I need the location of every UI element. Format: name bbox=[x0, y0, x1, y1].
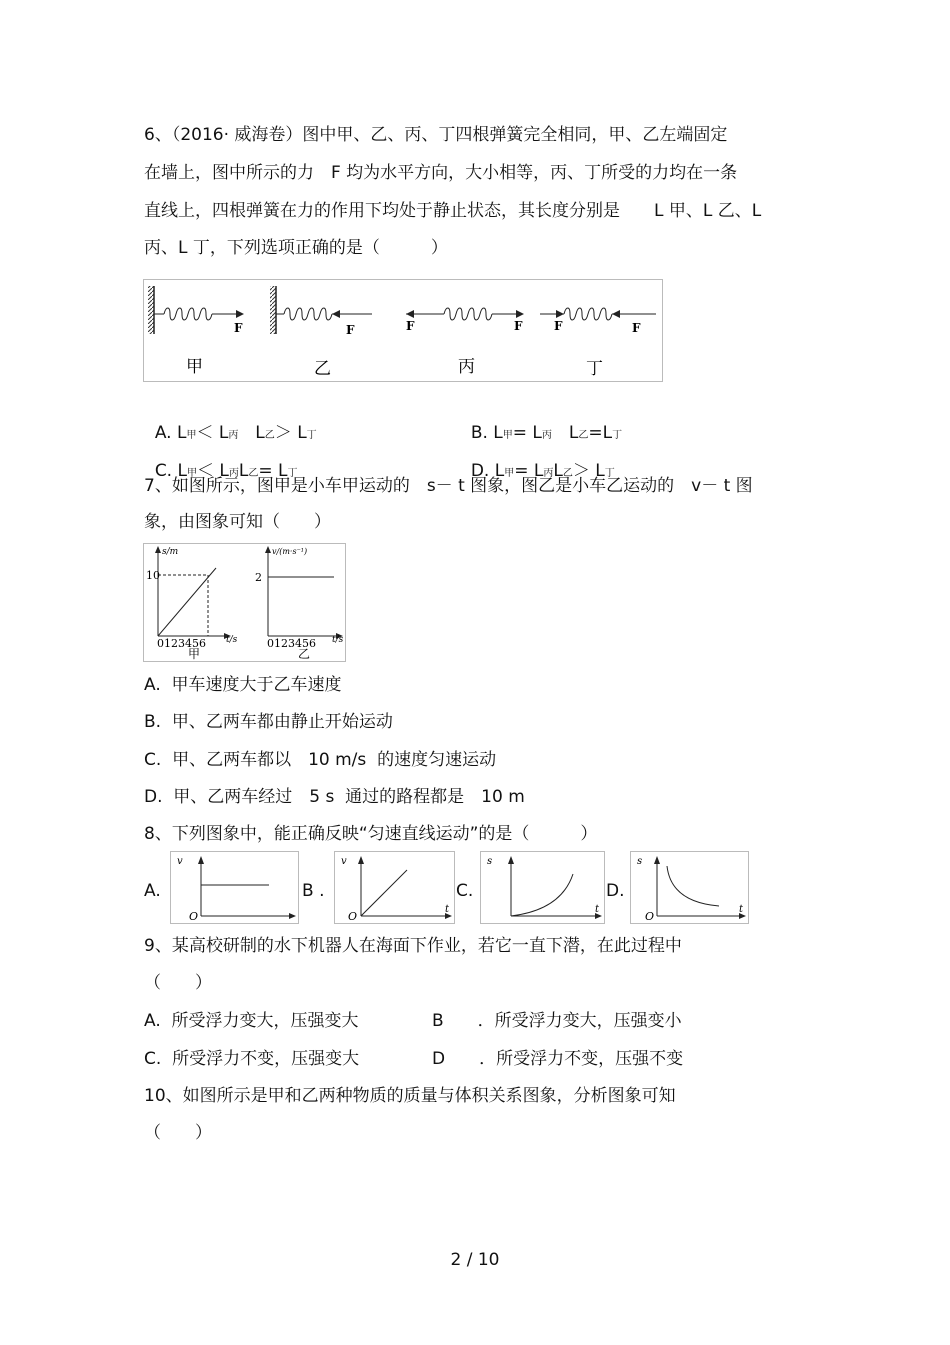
q8-graph-a[interactable] bbox=[170, 851, 299, 924]
svg-text:0123456: 0123456 bbox=[267, 637, 316, 650]
svg-text:2: 2 bbox=[255, 571, 262, 584]
q8-option-b-letter[interactable]: B . bbox=[302, 881, 325, 901]
svg-text:O: O bbox=[645, 910, 655, 923]
svg-text:t: t bbox=[595, 904, 600, 915]
q9-line-1: 9、某高校研制的水下机器人在海面下作业，若它一直下潜，在此过程中 bbox=[144, 936, 682, 956]
svg-text:v/(m·s⁻¹): v/(m·s⁻¹) bbox=[272, 547, 308, 556]
q7-graphs bbox=[143, 543, 346, 662]
svg-text:乙: 乙 bbox=[298, 647, 311, 661]
graph-yi bbox=[255, 546, 344, 661]
svg-text:t: t bbox=[445, 904, 450, 915]
label-bing: 丙 bbox=[458, 357, 475, 377]
q6-option-b[interactable]: B. L甲= L丙 L乙=L丁 bbox=[470, 423, 623, 443]
spring-ding bbox=[540, 308, 656, 335]
svg-text:F: F bbox=[406, 319, 415, 333]
q6-option-a[interactable]: A. L甲＜ L丙 L乙＞ L丁 bbox=[154, 423, 317, 443]
svg-text:甲: 甲 bbox=[188, 647, 201, 661]
q8-option-a-letter[interactable]: A. bbox=[144, 881, 161, 901]
svg-text:F: F bbox=[632, 321, 641, 335]
svg-text:s: s bbox=[487, 856, 493, 867]
label-ding: 丁 bbox=[586, 359, 603, 379]
page-number: 2 / 10 bbox=[450, 1250, 500, 1270]
svg-text:0123456: 0123456 bbox=[157, 637, 206, 650]
q9-option-a[interactable]: A. 所受浮力变大，压强变大 bbox=[144, 1011, 359, 1031]
q8-line: 8、下列图象中，能正确反映“匀速直线运动”的是（ ） bbox=[144, 824, 598, 844]
svg-text:O: O bbox=[189, 910, 199, 923]
q8-graph-d[interactable] bbox=[630, 851, 749, 924]
q7-line-2: 象，由图象可知（ ） bbox=[144, 512, 331, 532]
q7-option-a[interactable]: A. 甲车速度大于乙车速度 bbox=[144, 675, 342, 695]
svg-text:F: F bbox=[234, 321, 243, 335]
svg-text:F: F bbox=[554, 319, 563, 333]
q6-line-1: 6、（2016· 威海卷）图中甲、乙、丙、丁四根弹簧完全相同，甲、乙左端固定 bbox=[144, 125, 728, 145]
q10-line-1: 10、如图所示是甲和乙两种物质的质量与体积关系图象，分析图象可知 bbox=[144, 1086, 676, 1106]
q8-option-c-letter[interactable]: C. bbox=[456, 881, 474, 901]
graph-jia bbox=[146, 546, 238, 661]
svg-text:v: v bbox=[341, 856, 347, 867]
svg-text:t: t bbox=[739, 904, 744, 915]
q7-line-1: 7、如图所示，图甲是小车甲运动的 s－ t 图象，图乙是小车乙运动的 v－ t 图 bbox=[144, 476, 753, 496]
q9-option-c[interactable]: C. 所受浮力不变，压强变大 bbox=[144, 1049, 360, 1069]
svg-text:F: F bbox=[346, 323, 355, 337]
spring-yi bbox=[270, 286, 372, 337]
svg-text:10: 10 bbox=[146, 569, 160, 582]
label-yi: 乙 bbox=[314, 359, 331, 379]
q7-option-c[interactable]: C. 甲、乙两车都以 10 m/s 的速度匀速运动 bbox=[144, 750, 497, 770]
q10-line-2: （ ） bbox=[144, 1123, 212, 1143]
q6-line-3: 直线上，四根弹簧在力的作用下均处于静止状态，其长度分别是 L 甲、L 乙、L bbox=[144, 201, 762, 221]
svg-text:v: v bbox=[177, 856, 183, 867]
q6-option-c[interactable]: C. L甲＜ L丙L乙= L丁 bbox=[154, 461, 298, 481]
spring-jia bbox=[148, 286, 244, 335]
svg-text:F: F bbox=[514, 319, 523, 333]
svg-text:t/s: t/s bbox=[332, 635, 344, 645]
q8-graph-c[interactable] bbox=[480, 851, 605, 924]
q9-option-d[interactable]: D ．所受浮力不变，压强不变 bbox=[432, 1049, 684, 1069]
spring-bing bbox=[406, 308, 524, 333]
spring-figure bbox=[143, 279, 663, 382]
svg-text:s: s bbox=[637, 856, 643, 867]
q9-option-b[interactable]: B ．所受浮力变大，压强变小 bbox=[432, 1011, 682, 1031]
svg-text:O: O bbox=[348, 910, 358, 923]
q6-line-4: 丙、L 丁，下列选项正确的是（ ） bbox=[144, 238, 448, 258]
q6-option-d[interactable]: D. L甲= L丙L乙＞ L丁 bbox=[470, 461, 615, 481]
q8-option-d-letter[interactable]: D. bbox=[606, 881, 625, 901]
q6-line-2: 在墙上，图中所示的力 F 均为水平方向，大小相等，丙、丁所受的力均在一条 bbox=[144, 163, 738, 183]
q7-option-d[interactable]: D. 甲、乙两车经过 5 s 通过的路程都是 10 m bbox=[144, 787, 525, 807]
label-jia: 甲 bbox=[186, 357, 203, 377]
q9-line-2: （ ） bbox=[144, 973, 212, 993]
svg-text:s/m: s/m bbox=[162, 547, 179, 557]
svg-text:t/s: t/s bbox=[226, 635, 238, 645]
q8-graph-b[interactable] bbox=[334, 851, 455, 924]
q7-option-b[interactable]: B. 甲、乙两车都由静止开始运动 bbox=[144, 712, 393, 732]
